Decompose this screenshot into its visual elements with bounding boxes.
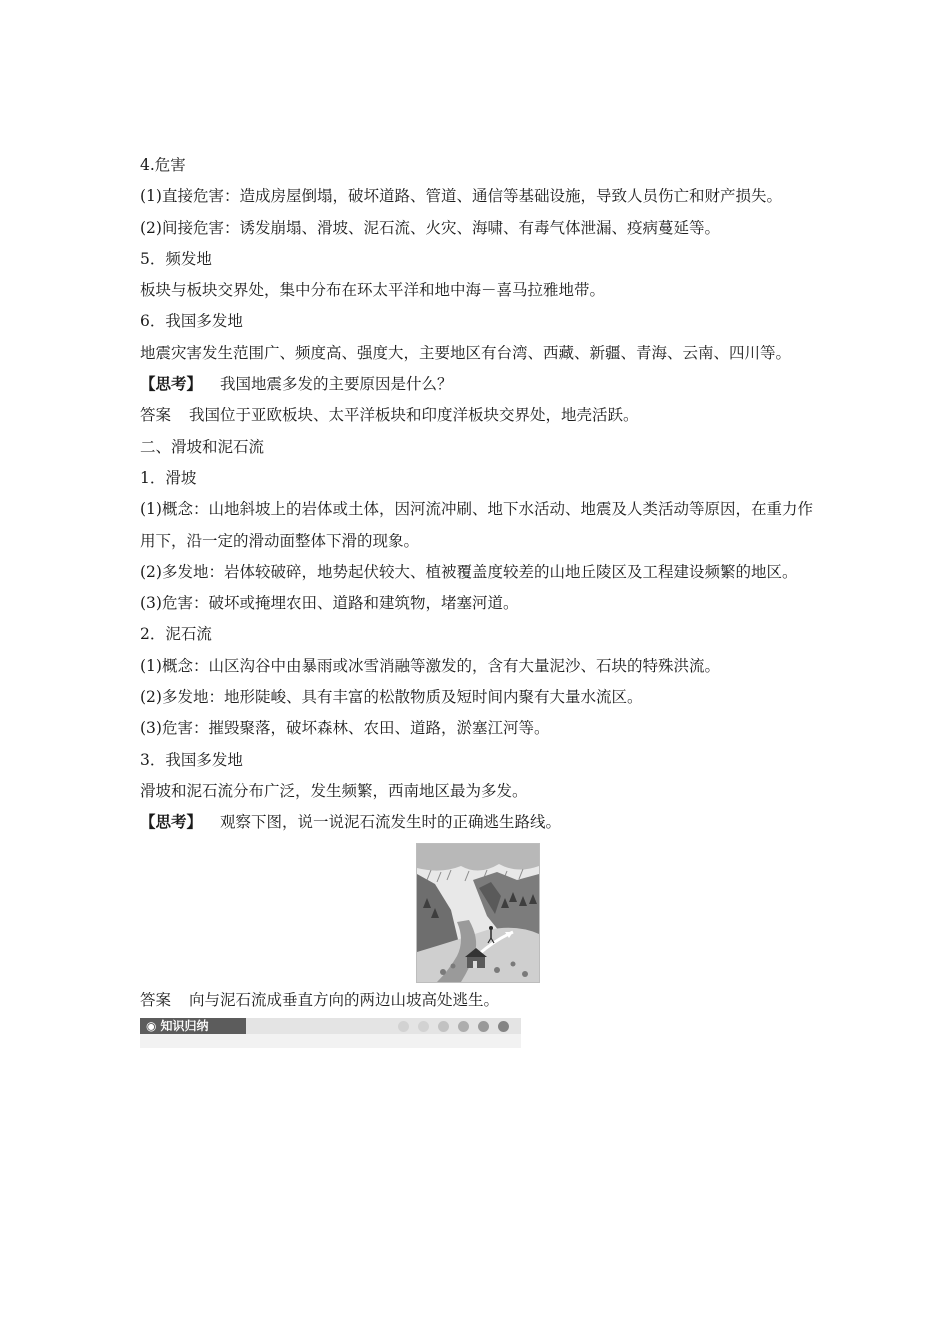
knowledge-summary-banner	[140, 1018, 521, 1048]
think-tag: 【思考】	[140, 813, 203, 832]
answer-2	[140, 985, 815, 1016]
debris-flow-hazards: (3)危害：摧毁聚落，破坏森林、农田、道路，淤塞江河等。	[140, 719, 550, 738]
heading-landslide: 1．滑坡	[140, 468, 197, 487]
heading-china-frequent: 3．我国多发地	[140, 750, 243, 769]
banner-tab	[140, 1018, 246, 1034]
heading-hazards: 4.危害	[140, 156, 186, 174]
dot-icon	[458, 1021, 469, 1032]
target-icon: ◉	[146, 1018, 157, 1033]
dot-icon	[438, 1021, 449, 1032]
dot-icon	[398, 1021, 409, 1032]
banner-label: 知识归纳	[160, 1018, 209, 1033]
answer-tag: 答案	[140, 990, 172, 1009]
indirect-hazards: (2)间接危害：诱发崩塌、滑坡、泥石流、火灾、海啸、有毒气体泄漏、疫病蔓延等。	[140, 218, 720, 237]
answer-1	[140, 400, 815, 431]
section-landslide-debris-flow: 二、滑坡和泥石流	[140, 437, 265, 456]
heading-debris-flow: 2．泥石流	[140, 625, 212, 644]
heading-china-areas: 6．我国多发地	[140, 312, 243, 331]
banner-underlay	[140, 1034, 521, 1048]
china-areas-text: 地震灾害发生范围广、频度高、强度大，主要地区有台湾、西藏、新疆、青海、云南、四川等。	[140, 343, 792, 362]
dot-icon	[478, 1021, 489, 1032]
landslide-areas: (2)多发地：岩体较破碎，地势起伏较大、植被覆盖度较差的山地丘陵区及工程建设频繁的地区。	[140, 562, 798, 581]
frequent-areas-text: 板块与板块交界处，集中分布在环太平洋和地中海－喜马拉雅地带。	[140, 281, 606, 300]
landslide-concept: (1)概念：山地斜坡上的岩体或土体，因河流冲刷、地下水活动、地震及人类活动等原因，在重力作用下，沿一定的滑动面整体下滑的现象。	[140, 500, 813, 550]
figure-container	[140, 843, 815, 983]
dot-icon	[498, 1021, 509, 1032]
document-body	[140, 150, 815, 1048]
heading-frequent-areas: 5．频发地	[140, 249, 212, 268]
answer-text: 我国位于亚欧板块、太平洋板块和印度洋板块交界处，地壳活跃。	[189, 406, 639, 425]
landslide-hazards: (3)危害：破坏或掩埋农田、道路和建筑物，堵塞河道。	[140, 594, 519, 613]
debris-flow-areas: (2)多发地：地形陡峻、具有丰富的松散物质及短时间内聚有大量水流区。	[140, 688, 643, 707]
answer-text: 向与泥石流成垂直方向的两边山坡高处逃生。	[189, 990, 500, 1009]
think-question-text: 观察下图，说一说泥石流发生时的正确逃生路线。	[220, 813, 562, 832]
think-question-1	[140, 369, 815, 400]
think-question-text: 我国地震多发的主要原因是什么？	[220, 375, 453, 394]
debris-flow-concept: (1)概念：山区沟谷中由暴雨或冰雪消融等激发的，含有大量泥沙、石块的特殊洪流。	[140, 656, 720, 675]
think-question-2	[140, 807, 815, 838]
think-tag: 【思考】	[140, 375, 203, 394]
direct-hazards: (1)直接危害：造成房屋倒塌，破坏道路、管道、通信等基础设施，导致人员伤亡和财产损失。	[140, 187, 782, 206]
debris-flow-illustration	[416, 843, 540, 983]
china-frequent-text: 滑坡和泥石流分布广泛，发生频繁，西南地区最为多发。	[140, 781, 528, 800]
answer-tag: 答案	[140, 406, 172, 425]
banner-dots	[398, 1021, 509, 1032]
dot-icon	[418, 1021, 429, 1032]
